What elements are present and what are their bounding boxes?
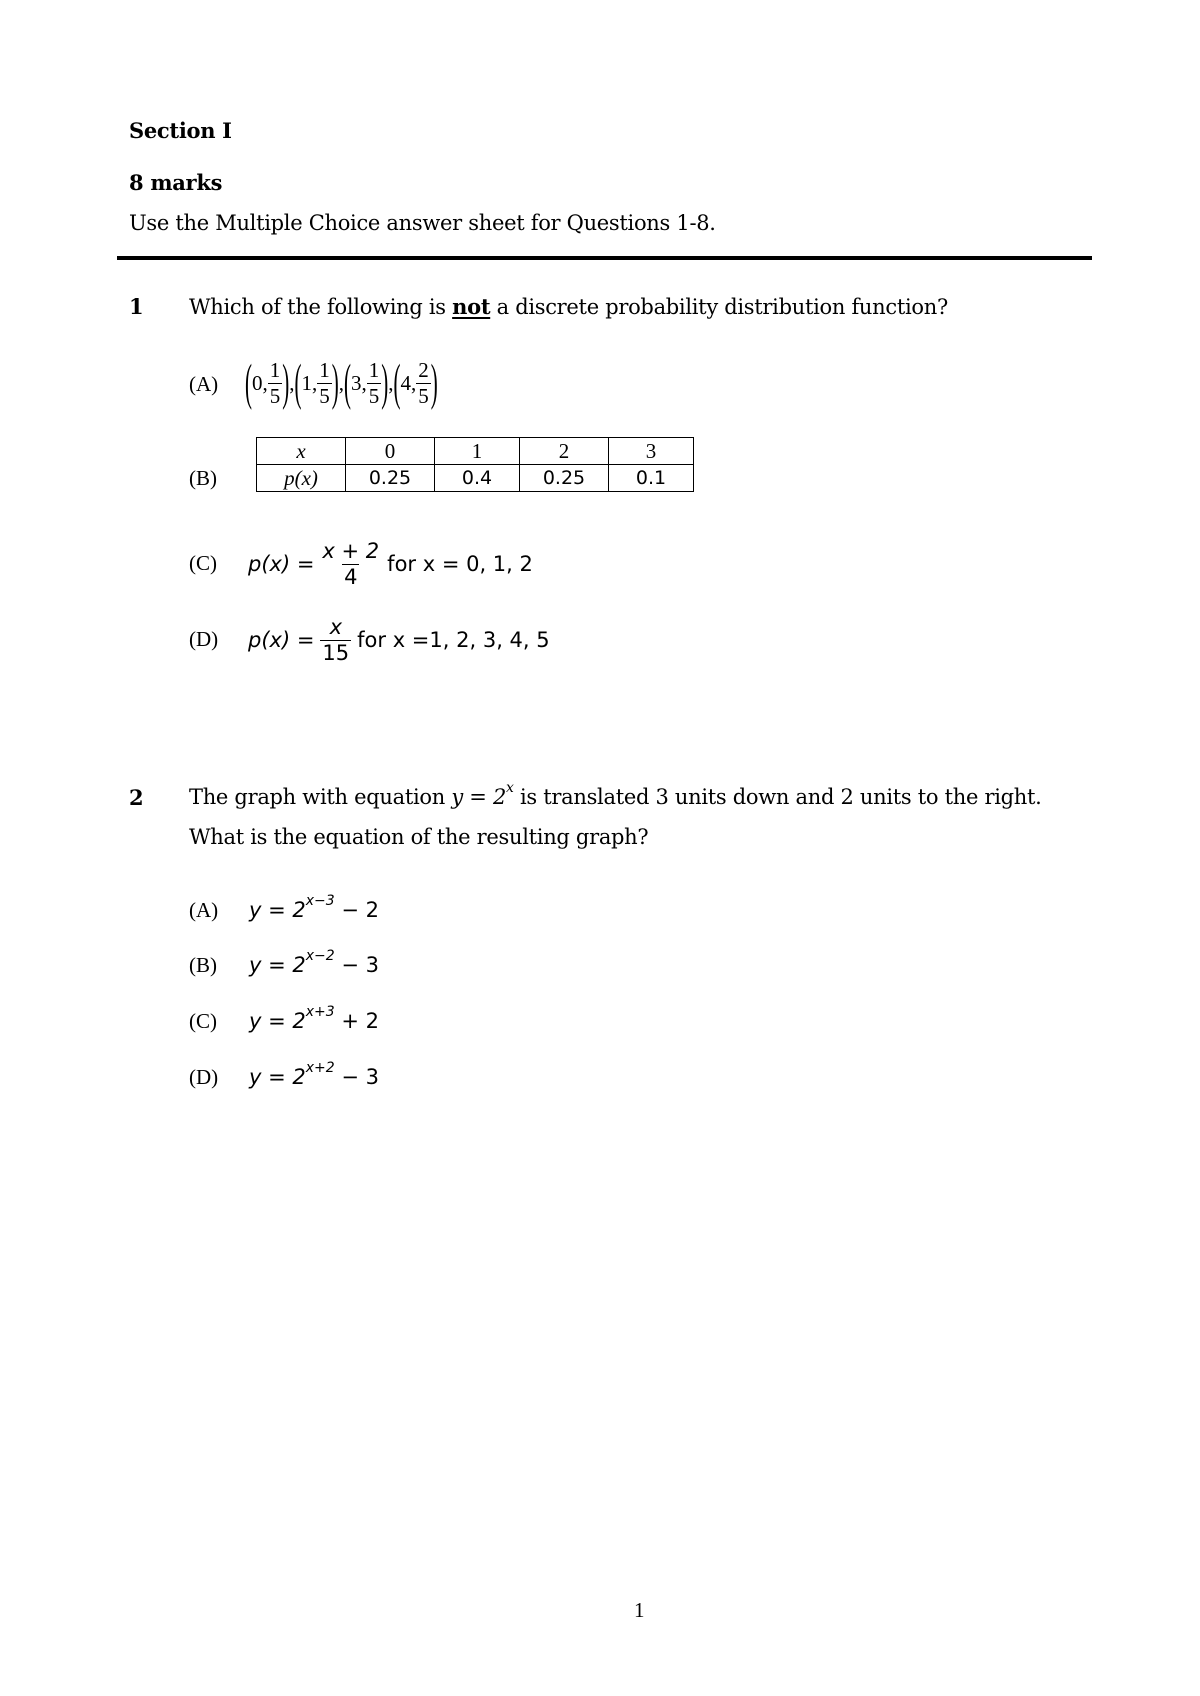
q2-eq-a: $y = 2^{x-3} - 2$ <box>249 893 380 922</box>
table-cell: 0 <box>346 438 435 465</box>
table-cell: 0.4 <box>435 465 520 492</box>
q1-label-b: (B) <box>189 466 217 490</box>
option-c-fraction: $\frac{x + 2}{4}$ <box>322 538 380 589</box>
table-cell: 0.25 <box>520 465 609 492</box>
q1-option-a: ( 0 , $\frac{1}{5}$ ) , ( 1 , $\frac{1}{5}$ ) , ( 3 , $\frac{1}{5}$ ) , ( 4 , $\frac{2}{5}$ ) <box>245 353 438 411</box>
q2-option-a <box>189 893 380 923</box>
table-cell: 3 <box>609 438 694 465</box>
page-number: 1 <box>634 1598 645 1622</box>
q2-option-c <box>189 1004 380 1034</box>
q2-label-b: (B) <box>189 953 217 977</box>
pair-c-frac: $\frac{1}{5}$ <box>368 357 380 408</box>
option-d-rhs: for x =1, 2, 3, 4, 5 <box>357 628 550 652</box>
q2-label-c: (C) <box>189 1009 217 1033</box>
q2-label-a: (A) <box>189 898 219 922</box>
section-instruction: Use the Multiple Choice answer sheet for Questions 1-8. <box>129 211 716 235</box>
pair-b-x: 1 <box>301 370 312 395</box>
q1-stem-emph: not <box>452 294 491 319</box>
table-cell: 0.1 <box>609 465 694 492</box>
q2-eq-d: $y = 2^{x+2} - 3$ <box>249 1060 380 1089</box>
table-header-px: p(x) <box>257 465 346 492</box>
table-cell: 1 <box>435 438 520 465</box>
q1-option-c <box>248 534 533 594</box>
q2-label-d: (D) <box>189 1065 219 1089</box>
pair-a-frac: $\frac{1}{5}$ <box>269 357 281 408</box>
q1-option-d <box>248 610 550 670</box>
option-c-rhs: for x = 0, 1, 2 <box>387 552 533 576</box>
q2-stem-line2: What is the equation of the resulting graph? <box>189 825 649 849</box>
table-cell: 2 <box>520 438 609 465</box>
q1-stem-before: Which of the following is <box>189 295 453 319</box>
pair-d-frac: $\frac{2}{5}$ <box>418 357 429 408</box>
table-cell: 0.25 <box>346 465 435 492</box>
q2-eq-b: $y = 2^{x-2} - 3$ <box>249 948 380 977</box>
table-row <box>257 438 694 465</box>
section-title: Section I <box>129 118 232 143</box>
option-d-lhs: p(x) = <box>248 628 315 652</box>
q2-option-d <box>189 1060 380 1090</box>
table-header-x: x <box>257 438 346 465</box>
pair-d-x: 4 <box>400 370 411 395</box>
pair-c-x: 3 <box>351 370 362 395</box>
option-d-fraction: $\frac{x}{15}$ <box>322 614 350 665</box>
option-c-lhs: p(x) = <box>248 552 315 576</box>
q1-label-d: (D) <box>189 627 219 651</box>
q2-stem-before: The graph with equation <box>189 785 452 809</box>
q1-stem <box>189 294 948 319</box>
q2-number: 2 <box>129 785 144 810</box>
pair-a-x: 0 <box>252 370 263 395</box>
q2-stem-after: is translated 3 units down and 2 units to the right. <box>513 785 1042 809</box>
section-divider <box>117 256 1092 260</box>
q2-option-b <box>189 948 380 978</box>
q2-stem <box>189 780 1042 809</box>
q1-number: 1 <box>129 294 144 319</box>
q2-eq-c: $y = 2^{x+3} + 2$ <box>249 1004 380 1033</box>
q1-distribution-table <box>256 437 694 492</box>
q1-stem-after: a discrete probability distribution function? <box>490 295 948 319</box>
q2-stem-equation: $y = 2^x$ <box>451 780 514 809</box>
q1-label-c: (C) <box>189 551 217 575</box>
pair-b-frac: $\frac{1}{5}$ <box>319 357 330 408</box>
q1-label-a: (A) <box>189 372 219 396</box>
table-row <box>257 465 694 492</box>
section-marks: 8 marks <box>129 170 223 195</box>
